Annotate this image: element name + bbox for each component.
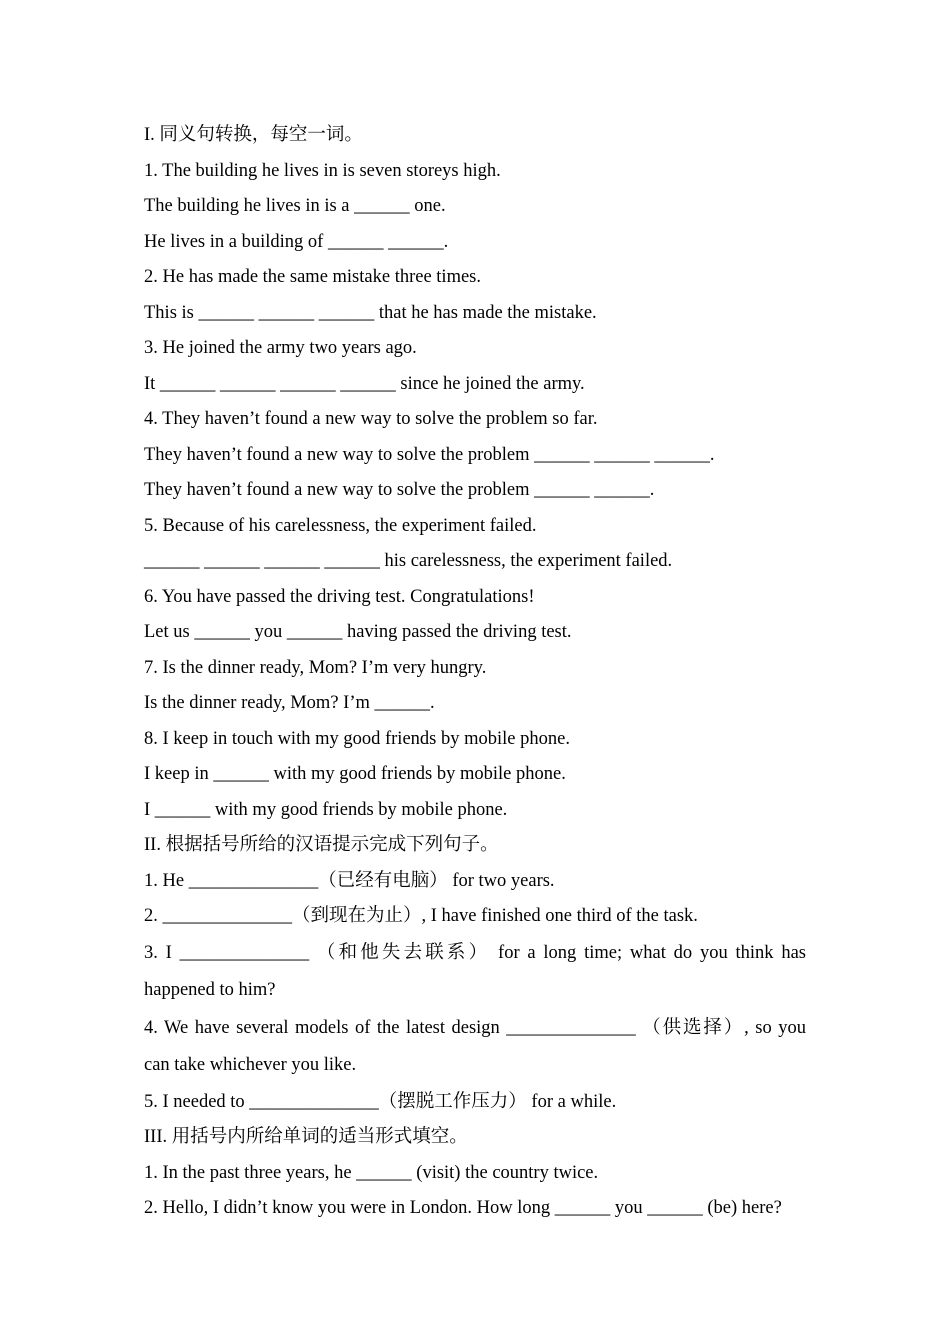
question-line: 5. Because of his carelessness, the experiment failed. [144,515,537,536]
question-line: 4. They haven’t found a new way to solve the problem so far. [144,409,598,429]
answer-line: I ______ with my good friends by mobile phone. [144,799,508,820]
answer-line: ______ ______ ______ ______ his carelessness, the experiment failed. [144,551,673,571]
question-line: 5. I needed to ______________（摆脱工作压力） for a while. [144,1091,617,1112]
answer-line: He lives in a building of ______ ______. [144,231,449,252]
question-line: 2. ______________（到现在为止）, I have finished one third of the task. [144,906,698,926]
section-1-heading: I. 同义句转换，每空一词。 [144,125,363,145]
answer-line: This is ______ ______ ______ that he has made the mistake. [144,302,597,323]
question-line-continued: happened to him? [144,980,276,1000]
question-line: 3. He joined the army two years ago. [144,338,417,358]
question-line: 4. We have several models of the latest design ______________ （供选择）, so you [144,1017,806,1038]
answer-line: The building he lives in is a ______ one. [144,196,446,216]
answer-line: Is the dinner ready, Mom? I’m ______. [144,693,435,713]
question-line: 2. Hello, I didn’t know you were in London. How long ______ you ______ (be) here? [144,1198,782,1218]
worksheet [144,118,806,1227]
section-3-heading: III. 用括号内所给单词的适当形式填空。 [144,1127,468,1147]
question-line: 1. In the past three years, he ______ (visit) the country twice. [144,1162,599,1183]
answer-line: They haven’t found a new way to solve the problem ______ ______. [144,480,655,500]
answer-line: Let us ______ you ______ having passed the driving test. [144,622,572,642]
question-line: 1. He ______________（已经有电脑） for two years. [144,870,555,891]
question-line: 3. I ______________ （和他失去联系） for a long time; what do you think has [144,942,806,963]
answer-line: I keep in ______ with my good friends by mobile phone. [144,764,566,784]
answer-line: It ______ ______ ______ ______ since he joined the army. [144,373,585,394]
answer-line: They haven’t found a new way to solve the problem ______ ______ ______. [144,444,715,465]
question-line: 1. The building he lives in is seven storeys high. [144,160,501,181]
question-line: 7. Is the dinner ready, Mom? I’m very hungry. [144,657,487,678]
question-line: 2. He has made the same mistake three times. [144,267,482,287]
question-line: 6. You have passed the driving test. Congratulations! [144,586,535,607]
section-2-heading: II. 根据括号所给的汉语提示完成下列句子。 [144,835,499,855]
question-line-continued: can take whichever you like. [144,1055,357,1075]
question-line: 8. I keep in touch with my good friends by mobile phone. [144,728,570,749]
